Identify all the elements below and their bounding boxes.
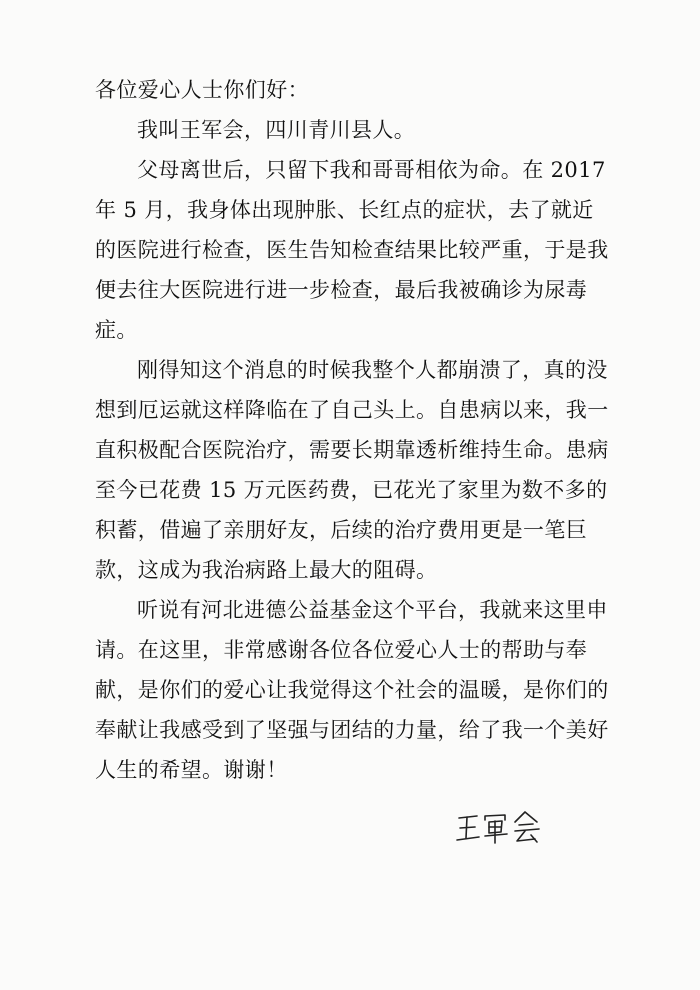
- paragraph-thanks: 听说有河北进德公益基金这个平台，我就来这里申请。在这里，非常感谢各位各位爱心人士的帮助与奉献，是你们的爱心让我觉得这个社会的温暖，是你们的奉献让我感受到了坚强与团结的力量，给了我一个美好人生的希望。谢谢！: [95, 598, 609, 782]
- handwritten-signature: [455, 808, 545, 848]
- paragraph-treatment: 刚得知这个消息的时候我整个人都崩溃了，真的没想到厄运就这样降临在了自己头上。自患病以来，我一直积极配合医院治疗，需要长期靠透析维持生命。患病至今已花费 15 万元医药费，已花光了家里为数不多的积蓄，借遍了亲朋好友，后续的治疗费用更是一笔巨款，这成为我治病路上最大的阻碍。: [95, 358, 609, 582]
- salutation: 各位爱心人士你们好：: [95, 78, 309, 102]
- paragraph-diagnosis: 父母离世后，只留下我和哥哥相依为命。在 2017 年 5 月，我身体出现肿胀、长红点的症状，去了就近的医院进行检查，医生告知检查结果比较严重，于是我便去往大医院进行进一步检查，最后我被确诊为尿毒症。: [95, 158, 609, 342]
- paragraph-intro: 我叫王军会，四川青川县人。: [137, 118, 416, 142]
- letter-body: [95, 70, 615, 790]
